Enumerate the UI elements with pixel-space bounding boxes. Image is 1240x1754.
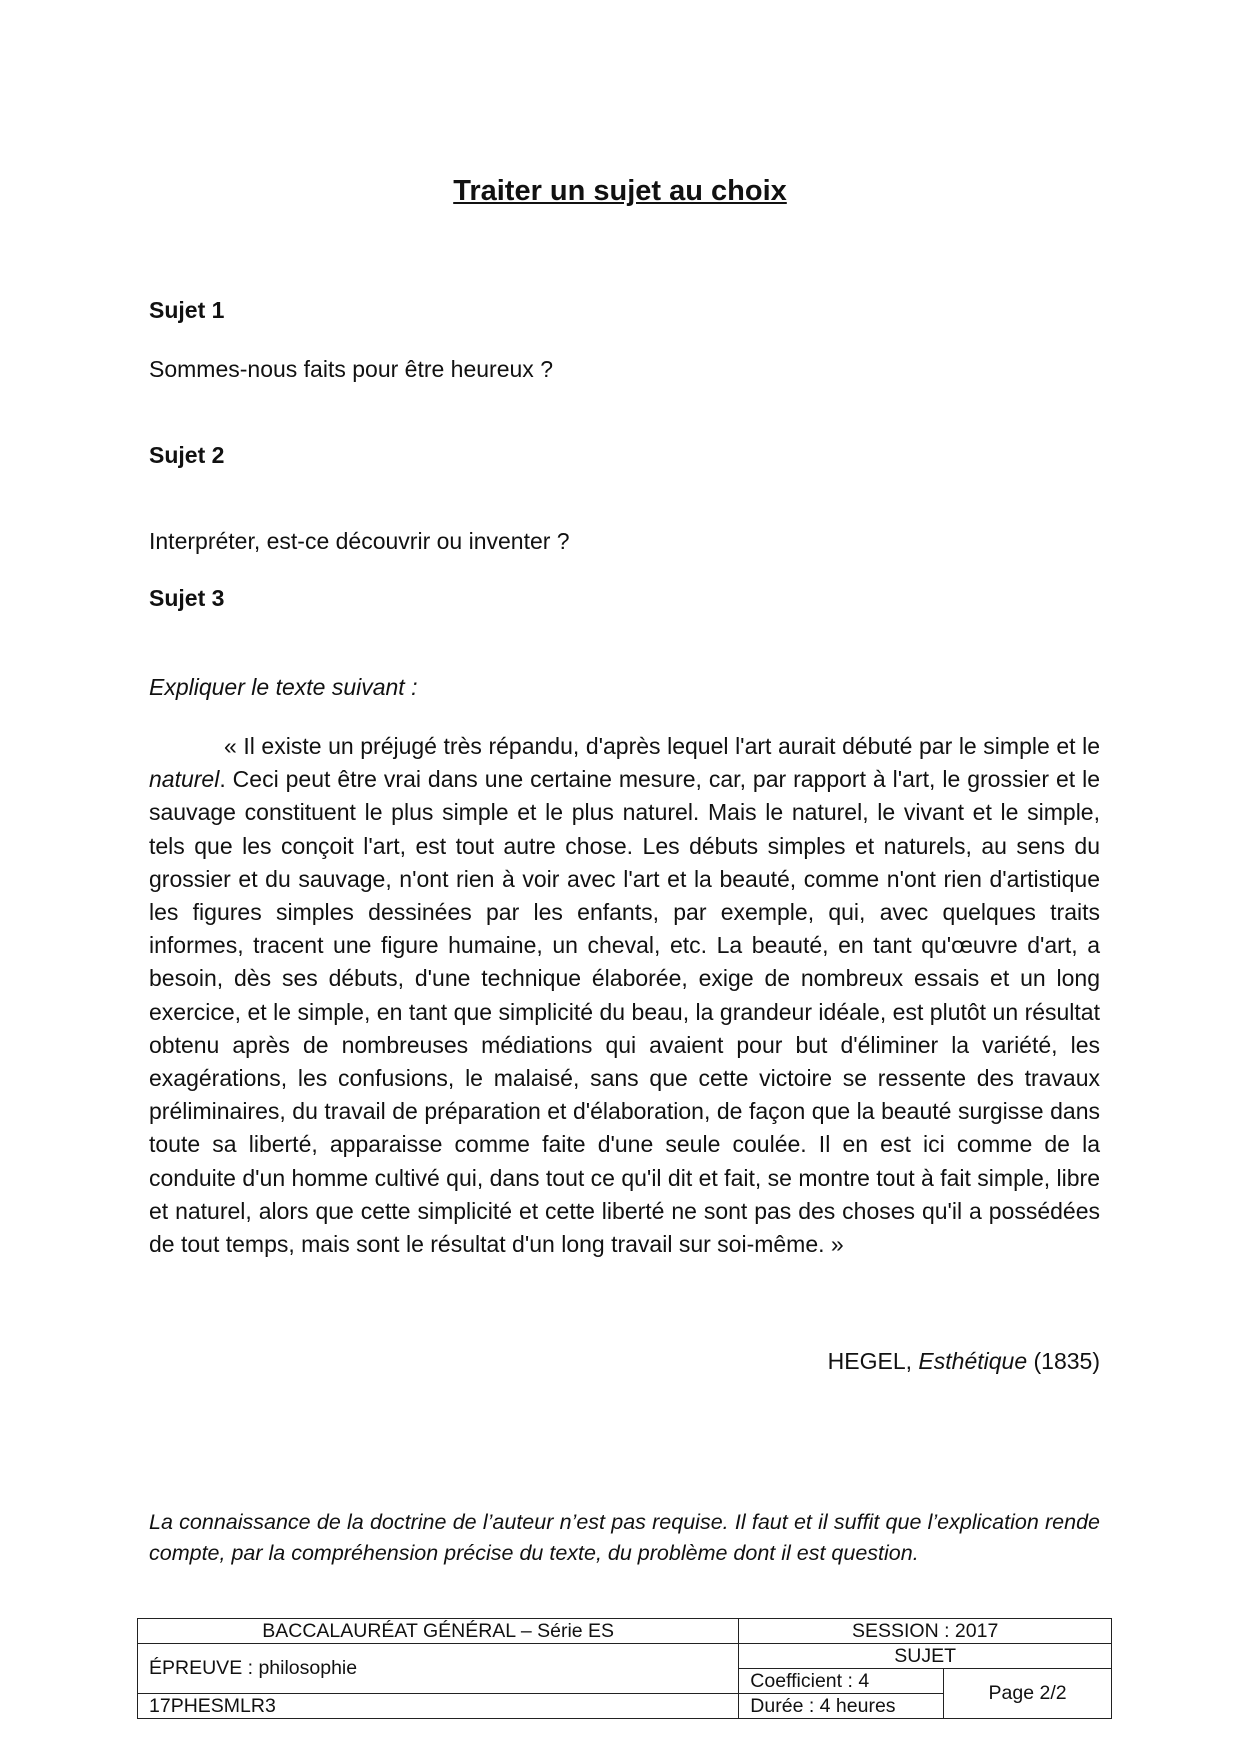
page-title: Traiter un sujet au choix <box>453 175 787 207</box>
work-year: (1835) <box>1027 1348 1100 1374</box>
quote-attribution <box>828 1348 1100 1375</box>
code-cell: 17PHESMLR3 <box>138 1694 739 1719</box>
quote-start: « Il existe un préjugé très répandu, d'après lequel l'art aurait débuté par le simple et le <box>224 733 1100 759</box>
epreuve-cell: ÉPREUVE : philosophie <box>138 1644 739 1694</box>
sujet-2-question: Interpréter, est-ce découvrir ou inventer ? <box>149 528 570 554</box>
page-number-cell: Page 2/2 <box>944 1669 1112 1719</box>
sujet-3-heading: Sujet 3 <box>149 585 225 611</box>
work-title: Esthétique <box>918 1348 1028 1374</box>
quote-italic-word: naturel <box>149 766 220 793</box>
sujet-2-heading: Sujet 2 <box>149 442 225 468</box>
sujet-1-heading: Sujet 1 <box>149 297 225 323</box>
sujet-1-question: Sommes-nous faits pour être heureux ? <box>149 356 553 382</box>
footnote: La connaissance de la doctrine de l’auteur n’est pas requise. Il faut et il suffit que l’explication rende compte, par la compréhension précise du texte, du problème dont il est question. <box>149 1510 1100 1565</box>
sujet-cell: SUJET <box>739 1644 1112 1669</box>
author: HEGEL, <box>827 1348 919 1374</box>
quoted-text <box>149 730 1100 1261</box>
session-cell: SESSION : 2017 <box>739 1619 1112 1644</box>
quote-rest: . Ceci peut être vrai dans une certaine mesure, car, par rapport à l'art, le grossier et le sauvage constituent le plus simple et le plus naturel. Mais le naturel, le vivant et le simple, tels que les conçoit l'art, est tout autre chose. Les débuts simples et naturels, au sens du grossier et du sauvage, n'ont rien à voir avec l'art et la beauté, comme n'ont rien d'artistique les figures simples dessinées par les enfants, par exemple, qui, avec quelques traits informes, tracent une figure humaine, un cheval, etc. La beauté, en tant qu'œuvre d'art, a besoin, dès ses débuts, d'une technique élaborée, exige de nombreux essais et un long exercice, et le simple, en tant que simplicité du beau, la grandeur idéale, est plutôt un résultat obtenu après de nombreuses médiations qui avaient pour but d'éliminer la variété, les exagérations, les confusions, le malaisé, sans que cette victoire se ressente des travaux préliminaires, du travail de préparation et d'élaboration, de façon que la beauté surgisse dans toute sa liberté, apparaisse comme faite d'une seule coulée. Il en est ici comme de la conduite d'un homme cultivé qui, dans tout ce qu'il dit et fait, se montre tout à fait simple, libre et naturel, alors que cette simplicité et cette liberté ne sont pas des choses qu'il a possédées de tout temps, mais sont le résultat d'un long travail sur soi-même. » <box>149 766 1101 1258</box>
exam-info-table <box>137 1618 1112 1719</box>
duree-cell: Durée : 4 heures <box>739 1694 944 1719</box>
exam-cell: BACCALAURÉAT GÉNÉRAL – Série ES <box>138 1619 739 1644</box>
coefficient-cell: Coefficient : 4 <box>739 1669 944 1694</box>
text-instruction: Expliquer le texte suivant : <box>149 674 418 700</box>
